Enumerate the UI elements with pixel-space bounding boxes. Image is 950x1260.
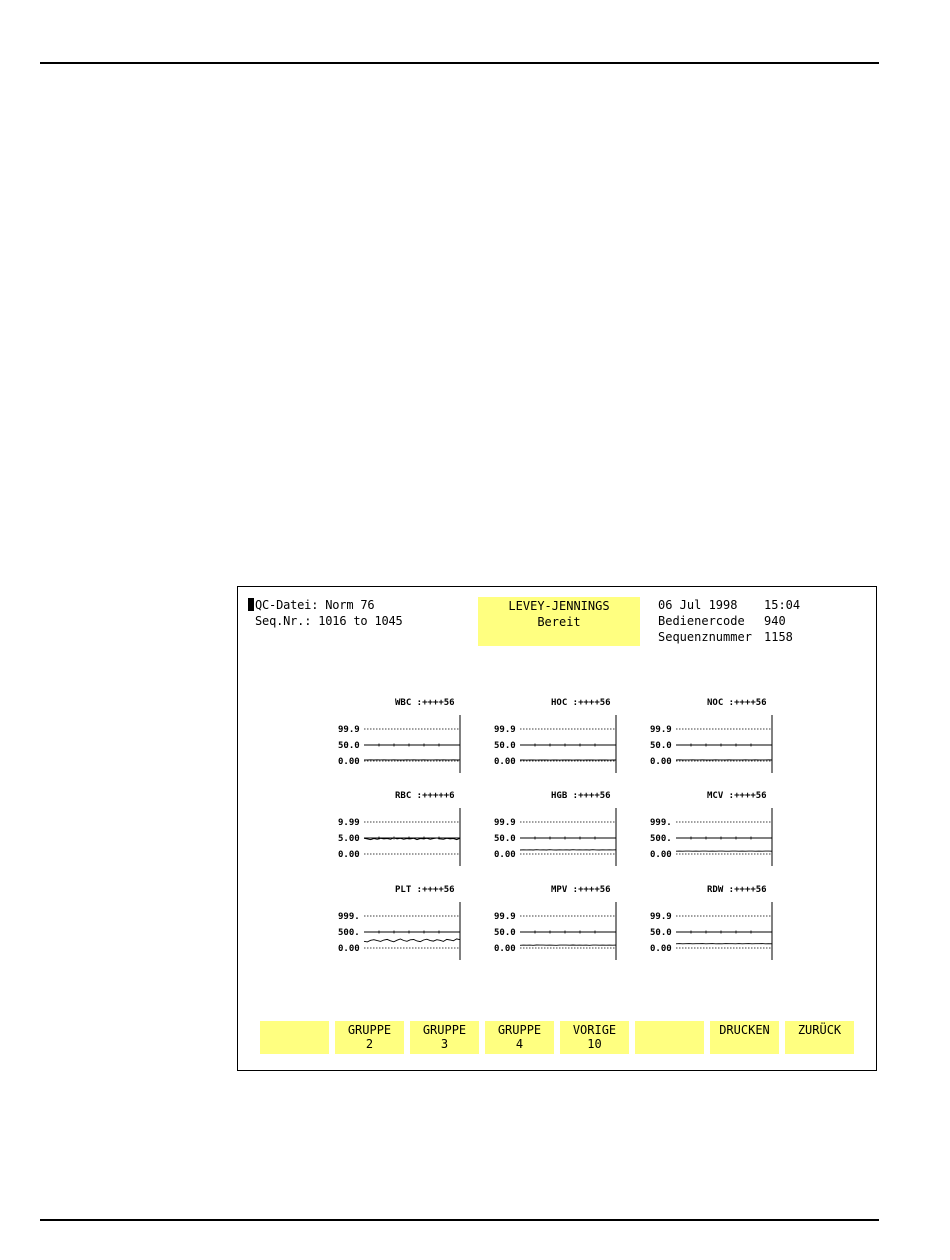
- y-tick-label: 99.9: [494, 725, 516, 735]
- y-tick-label: 0.00: [650, 944, 672, 954]
- y-tick-label: 0.00: [338, 850, 360, 860]
- series-line: [364, 939, 460, 942]
- function-key-label: GRUPPE: [347, 1023, 392, 1037]
- y-tick-label: 99.9: [650, 912, 672, 922]
- y-tick-label: 5.00: [338, 834, 360, 844]
- chart-title: MPV :++++56: [551, 885, 611, 895]
- y-tick-label: 99.9: [494, 912, 516, 922]
- y-tick-label: 50.0: [650, 741, 672, 751]
- function-key-4[interactable]: [485, 1021, 554, 1054]
- sequence-value: 1158: [764, 630, 793, 644]
- function-key-label: GRUPPE: [422, 1023, 467, 1037]
- screen-title: LEVEY-JENNINGS: [508, 599, 610, 613]
- bottom-rule: [40, 1219, 879, 1221]
- function-key-5[interactable]: [560, 1021, 629, 1054]
- chart-title: PLT :++++56: [395, 885, 455, 895]
- y-tick-label: 500.: [650, 834, 672, 844]
- operator-label: Bedienercode: [658, 614, 745, 628]
- levey-jennings-plots: [238, 587, 878, 1072]
- seq-range-label: Seq.Nr.: 1016 to 1045: [255, 614, 403, 628]
- time-value: 15:04: [764, 598, 801, 612]
- y-tick-label: 0.00: [494, 757, 516, 767]
- y-tick-label: 99.9: [494, 818, 516, 828]
- function-key-7[interactable]: [710, 1021, 779, 1054]
- function-key-1[interactable]: [260, 1021, 329, 1054]
- qc-file-label: QC-Datei: Norm 76: [255, 598, 375, 612]
- y-tick-label: 50.0: [494, 834, 516, 844]
- function-key-6[interactable]: [635, 1021, 704, 1054]
- function-key-8[interactable]: [785, 1021, 854, 1054]
- function-key-sublabel: 2: [365, 1037, 374, 1051]
- chart-title: WBC :++++56: [395, 698, 455, 708]
- chart-title: HGB :++++56: [551, 791, 611, 801]
- y-tick-label: 50.0: [494, 928, 516, 938]
- y-tick-label: 50.0: [338, 741, 360, 751]
- status-text: Bereit: [537, 615, 581, 629]
- function-key-label: GRUPPE: [497, 1023, 542, 1037]
- function-key-label: VORIGE: [572, 1023, 617, 1037]
- function-key-label: ZURÜCK: [797, 1023, 842, 1037]
- y-tick-label: 0.00: [494, 944, 516, 954]
- y-tick-label: 999.: [650, 818, 672, 828]
- y-tick-label: 99.9: [338, 725, 360, 735]
- y-tick-label: 0.00: [338, 944, 360, 954]
- y-tick-label: 999.: [338, 912, 360, 922]
- date-value: 06 Jul 1998: [658, 598, 738, 612]
- y-tick-label: 500.: [338, 928, 360, 938]
- sequence-label: Sequenznummer: [658, 630, 752, 644]
- analyzer-screen: [237, 586, 877, 1071]
- function-key-sublabel: 10: [587, 1037, 602, 1051]
- function-key-sublabel: 4: [515, 1037, 524, 1051]
- function-key-label: DRUCKEN: [719, 1023, 770, 1037]
- y-tick-label: 50.0: [650, 928, 672, 938]
- y-tick-label: 0.00: [650, 850, 672, 860]
- chart-title: RDW :++++56: [707, 885, 767, 895]
- y-tick-label: 9.99: [338, 818, 360, 828]
- y-tick-label: 99.9: [650, 725, 672, 735]
- operator-value: 940: [764, 614, 786, 628]
- chart-title: NOC :++++56: [707, 698, 767, 708]
- function-key-2[interactable]: [335, 1021, 404, 1054]
- y-tick-label: 0.00: [494, 850, 516, 860]
- chart-title: RBC :+++++6: [395, 791, 455, 801]
- y-tick-label: 50.0: [494, 741, 516, 751]
- chart-title: HOC :++++56: [551, 698, 611, 708]
- function-key-3[interactable]: [410, 1021, 479, 1054]
- top-rule: [40, 62, 879, 64]
- function-key-sublabel: 3: [440, 1037, 449, 1051]
- function-key-bar: [260, 1021, 854, 1054]
- y-tick-label: 0.00: [338, 757, 360, 767]
- y-tick-label: 0.00: [650, 757, 672, 767]
- chart-title: MCV :++++56: [707, 791, 767, 801]
